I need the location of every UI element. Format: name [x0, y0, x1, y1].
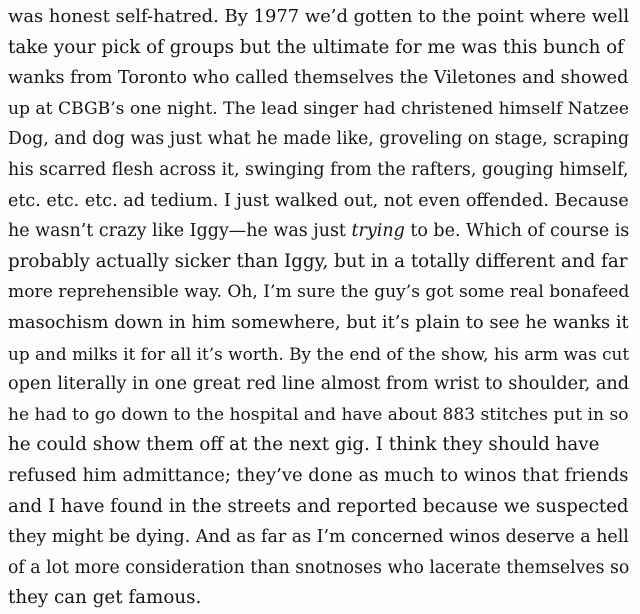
text-segment: he wasn’t crazy like Iggy—he was just: [8, 221, 352, 242]
text-line: open literally in one great red line almost from wrist to shoulder, and: [8, 374, 630, 395]
text-line: up at CBGB’s one night. The lead singer had christened himself Natzee: [8, 98, 629, 119]
text-line: was honest self-hatred. By 1977 we’d gotten to the point where well: [8, 6, 630, 27]
text-line: his scarred flesh across it, swinging from the rafters, gouging himself,: [8, 159, 629, 180]
text-line: he could show them off at the next gig. I think they should have: [8, 434, 600, 456]
text-line: Dog, and dog was just what he made like, groveling on stage, scraping: [8, 129, 630, 150]
text-line-with-emphasis: [8, 216, 640, 247]
text-line: up and milks it for all it’s worth. By the end of the show, his arm was cut: [8, 343, 630, 364]
text-line: and I have found in the streets and reported because we suspected: [8, 495, 629, 517]
text-line: they can get famous.: [8, 587, 202, 609]
text-line: wanks from Toronto who called themselves the Viletones and showed: [8, 68, 629, 89]
text-line: of a lot more consideration than snotnoses who lacerate themselves so: [8, 557, 630, 578]
emphasized-word: trying: [351, 221, 405, 242]
text-line: refused him admittance; they’ve done as much to winos that friends: [8, 464, 629, 486]
text-line: more reprehensible way. Oh, I’m sure the guy’s got some real bonafeed: [8, 282, 630, 303]
text-line: masochism down in him somewhere, but it’s plain to see he wanks it: [8, 311, 629, 333]
text-line: probably actually sicker than Iggy, but in a totally different and far: [8, 250, 628, 272]
body-text: [8, 2, 640, 614]
text-line: they might be dying. And as far as I’m concerned winos deserve a hell: [8, 527, 629, 548]
text-line: etc. etc. etc. ad tedium. I just walked out, not even offended. Because: [8, 190, 629, 211]
text-line: he had to go down to the hospital and have about 883 stitches put in so: [8, 404, 629, 425]
text-line: take your pick of groups but the ultimate for me was this bunch of: [8, 36, 624, 58]
text-segment: to be. Which of course is: [404, 221, 630, 242]
